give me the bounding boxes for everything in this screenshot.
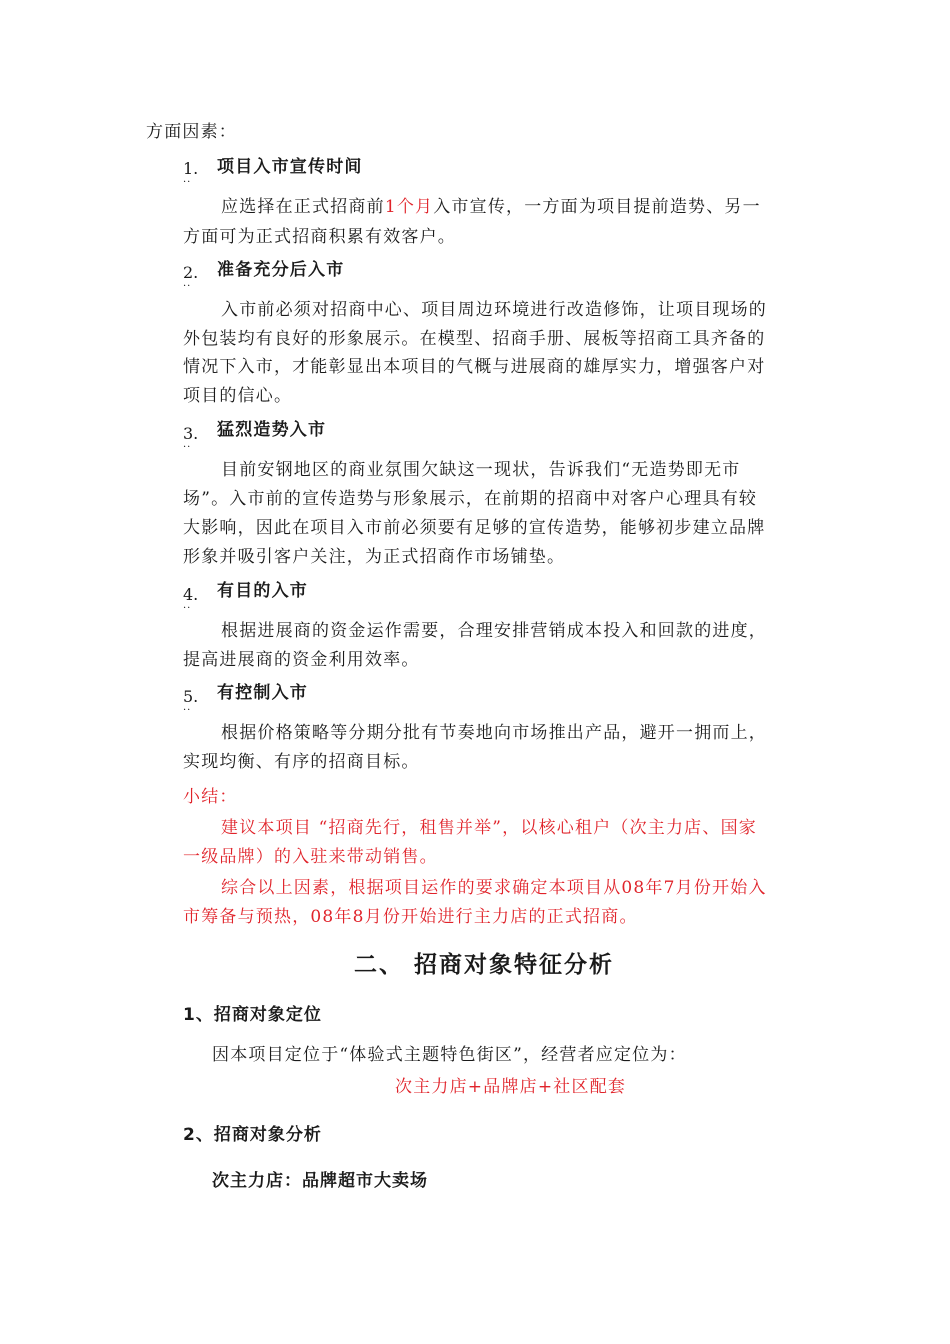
intro-text: 方面因素：	[146, 122, 237, 142]
item-2-line-2: 外包装均有良好的形象展示。在模型、招商手册、展板等招商工具齐备的	[183, 329, 766, 349]
item-3-line-1: 目前安钢地区的商业氛围欠缺这一现状，告诉我们“无造势即无市	[221, 460, 741, 480]
item-2-line-1: 入市前必须对招商中心、项目周边环境进行改造修饰，让项目现场的	[221, 300, 767, 320]
sub-1-highlight: 次主力店+品牌店+社区配套	[395, 1077, 627, 1097]
item-1-title: 项目入市宣传时间	[217, 157, 363, 177]
item-3-number: 3. ··	[183, 424, 199, 453]
summary-p2-line-1: 综合以上因素，根据项目运作的要求确定本项目从08年7月份开始入	[221, 878, 767, 898]
item-1-line-2: 方面可为正式招商积累有效客户。	[183, 227, 456, 247]
item-4-line-2: 提高进展商的资金利用效率。	[183, 650, 420, 670]
section-2-heading: 二、 招商对象特征分析	[354, 952, 615, 978]
sub-heading-2: 2、招商对象分析	[183, 1125, 322, 1145]
summary-p1-line-1: 建议本项目 “招商先行，租售并举”，以核心租户（次主力店、国家	[221, 818, 757, 838]
summary-label: 小结：	[183, 787, 238, 807]
item-5-line-2: 实现均衡、有序的招商目标。	[183, 752, 420, 772]
item-3-title: 猛烈造势入市	[217, 420, 327, 440]
item-3-line-2: 场”。入市前的宣传造势与形象展示，在前期的招商中对客户心理具有较	[183, 489, 758, 509]
sub-1-text: 因本项目定位于“体验式主题特色街区”，经营者应定位为：	[212, 1045, 687, 1065]
summary-p2-line-2: 市筹备与预热，08年8月份开始进行主力店的正式招商。	[183, 907, 638, 927]
item-4-title: 有目的入市	[217, 581, 308, 601]
item-3-line-4: 形象并吸引客户关注，为正式招商作市场铺垫。	[183, 547, 566, 567]
item-4-line-1: 根据进展商的资金运作需要，合理安排营销成本投入和回款的进度，	[221, 621, 767, 641]
item-1-line-1: 应选择在正式招商前1个月入市宣传，一方面为项目提前造势、另一	[221, 197, 761, 217]
summary-p1-line-2: 一级品牌）的入驻来带动销售。	[183, 847, 438, 867]
item-2-line-3: 情况下入市，才能彰显出本项目的气概与进展商的雄厚实力，增强客户对	[183, 357, 766, 377]
item-4-number: 4. ··	[183, 585, 199, 614]
item-5-title: 有控制入市	[217, 683, 308, 703]
item-2-number: 2. ··	[183, 263, 199, 292]
item-5-line-1: 根据价格策略等分期分批有节奏地向市场推出产品，避开一拥而上，	[221, 723, 767, 743]
item-3-line-3: 大影响，因此在项目入市前必须要有足够的宣传造势，能够初步建立品牌	[183, 518, 766, 538]
item-2-line-4: 项目的信心。	[183, 386, 293, 406]
item-2-title: 准备充分后入市	[217, 260, 345, 280]
sub-2-item: 次主力店：品牌超市大卖场	[212, 1171, 428, 1191]
item-5-number: 5. ··	[183, 687, 199, 716]
sub-heading-1: 1、招商对象定位	[183, 1005, 322, 1025]
item-1-number: 1. ··	[183, 159, 199, 188]
